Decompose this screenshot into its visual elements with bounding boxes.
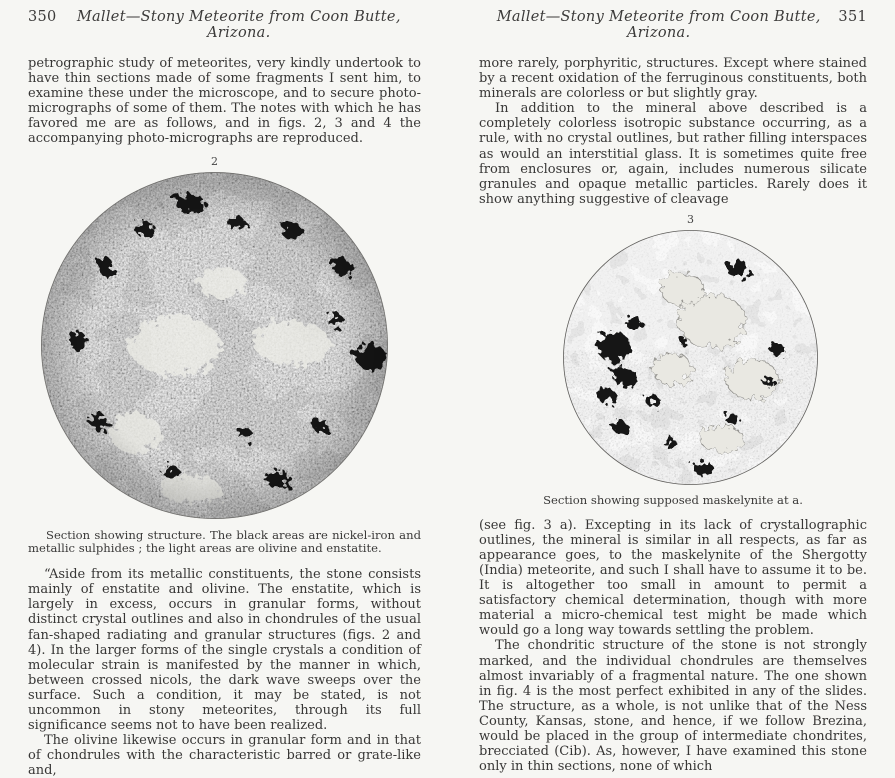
- right-page: [447, 0, 895, 775]
- figure-3: [562, 213, 819, 486]
- photomicrograph-figure-3: [562, 229, 819, 486]
- paragraph: petrographic study of meteorites, very kindly undertook to have thin sections made of some fragments I sent him, to examine these under the microscope, and to secure photo-micrographs of some of them. The notes with which he has favored me are as follows, and in figs. 2, 3 and 4 the accompanying photo-micrographs are reproduced.: [28, 56, 421, 147]
- figure-3-number: 3: [687, 212, 694, 226]
- left-running-title: Mallet—Stony Meteorite from Coon Butte, Arizona.: [76, 9, 401, 41]
- left-body-bottom: [28, 567, 421, 778]
- figure-3-caption: Section showing supposed maskelynite at a.: [543, 492, 803, 507]
- right-running-title: Mallet—Stony Meteorite from Coon Butte, Arizona.: [496, 9, 821, 41]
- paragraph: In addition to the mineral above described is a completely colorless isotropic substance occurring, as a rule, with no crystal outlines, but rather filling interspaces as would an interstitial glass. It is sometimes quite free from enclosures or, again, includes numerous silicate granules and opaque metallic particles. Rarely does it show anything suggestive of cleavage: [479, 101, 867, 207]
- paragraph: more rarely, porphyritic, structures. Except where stained by a recent oxidation of the ferruginous constituents, both minerals are colorless or but slightly gray.: [479, 56, 867, 102]
- left-page-number: 350: [28, 9, 57, 25]
- right-body-top: [479, 56, 867, 207]
- paragraph: “Aside from its metallic constituents, the stone consists mainly of enstatite and olivine. The enstatite, which is largely in excess, occurs in granular forms, without distinct crystal outlines and also in chondrules of the usual fan-shaped radiating and granular structures (figs. 2 and 4). In the larger forms of the single crystals a condition of molecular strain is manifested by the manner in which, between crossed nicols, the dark wave sweeps over the surface. Such a condition, it may be stated, is not uncommon in stony meteorites, through its full significance seems not to have been realized.: [28, 567, 421, 734]
- left-running-head: [28, 9, 421, 41]
- figure-2-caption: Section showing structure. The black areas are nickel-iron and metallic sulphides ; the light areas are olivine and enstatite.: [28, 527, 421, 556]
- paragraph: The olivine likewise occurs in granular form and in that of chondrules with the characteristic barred or grate-like and,: [28, 733, 421, 778]
- photomicrograph-figure-2: [40, 171, 389, 520]
- figure-2-number: 2: [211, 154, 218, 168]
- right-body-bottom: [479, 518, 867, 775]
- figure-2: [40, 155, 389, 520]
- right-page-number: 351: [838, 9, 867, 25]
- left-page: [0, 0, 447, 778]
- left-body-top: [28, 56, 421, 147]
- paragraph: (see fig. 3 a). Excepting in its lack of crystallographic outlines, the mineral is similar in all respects, as far as appearance goes, to the maskelynite of the Shergotty (India) meteorite, and such I shall have to assume it to be. It is altogether too small in amount to permit a satisfactory chemical determination, though with more material a micro-chemical test might be made which would go a long way towards settling the problem.: [479, 517, 867, 639]
- paragraph: The chondritic structure of the stone is not strongly marked, and the individual chondrules are themselves almost invariably of a fragmental nature. The one shown in fig. 4 is the most perfect exhibited in any of the slides. The structure, as a whole, is not unlike that of the Ness County, Kansas, stone, and hence, if we follow Brezina, would be placed in the group of intermediate chondrites, brecciated (Cib). As, however, I have examined this stone only in thin sections, none of which: [479, 638, 867, 775]
- right-running-head: [479, 9, 867, 41]
